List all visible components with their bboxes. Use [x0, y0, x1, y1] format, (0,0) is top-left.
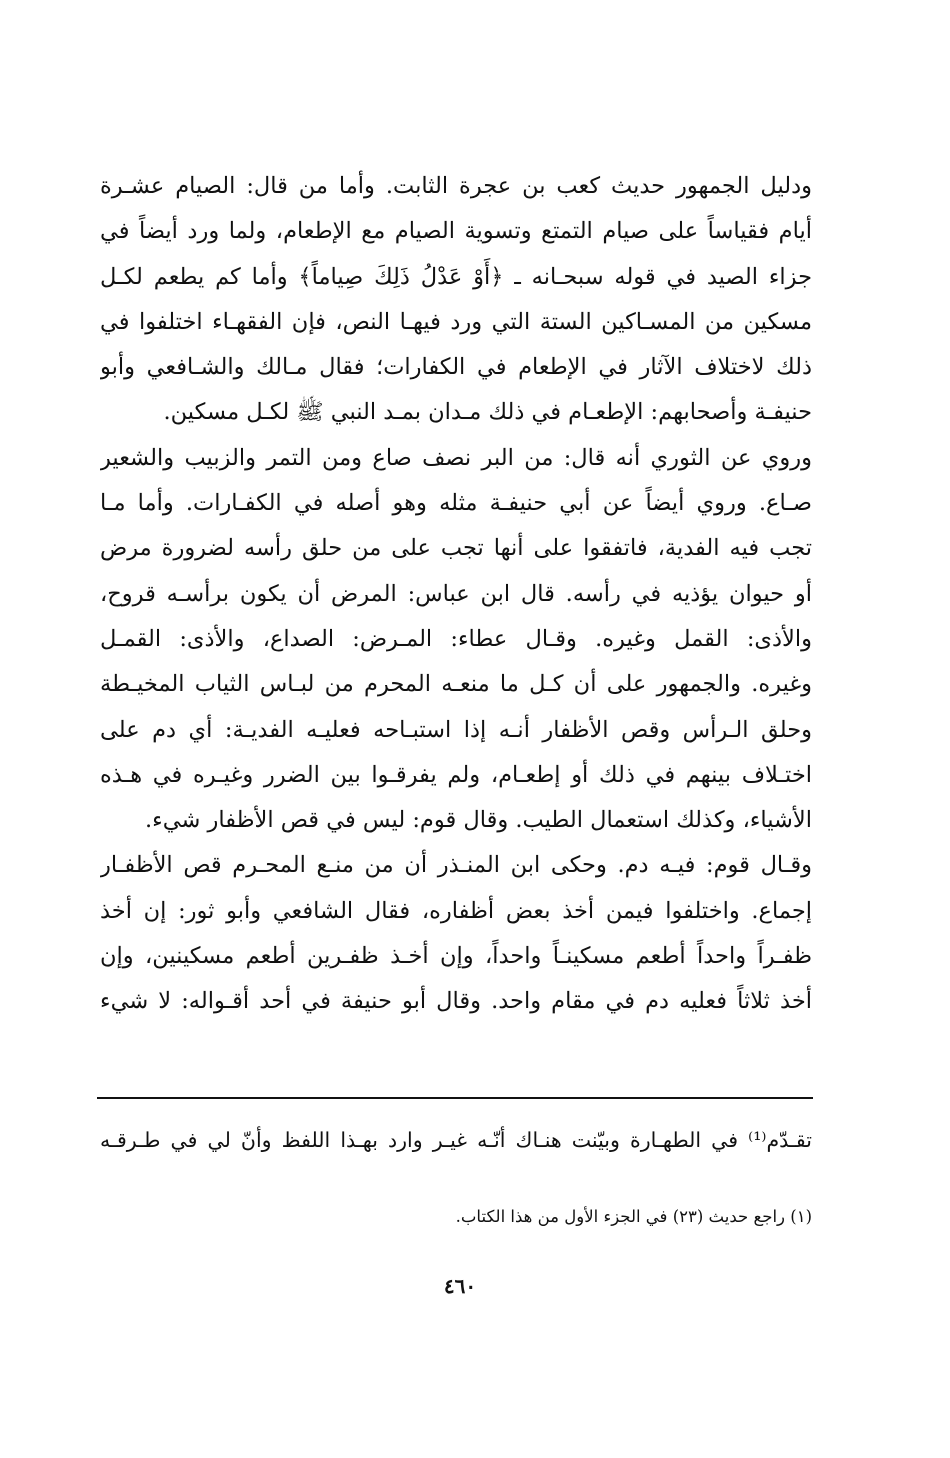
body-line: وقـال قوم: فيـه دم. وحكى ابن المنـذر أن من منـع المحـرم قص الأظفـار	[100, 852, 812, 879]
body-line: والأذى: القمل وغيره. وقـال عطاء: المـرض: الصداع، والأذى: القمـل	[100, 625, 812, 652]
body-line: وغيره. والجمهور على أن كـل ما منعـه المحرم من لبـاس الثياب المخيـطة	[100, 671, 812, 698]
body-line: اختـلاف بينهم في ذلك أو إطعـام، ولم يفرقـوا بين الضرر وغيـره في هـذه	[100, 761, 812, 788]
body-line: مسكين من المسـاكين الستة التي ورد فيهـا النص، فإن الفقهـاء اختلفوا في	[100, 308, 812, 335]
body-line: أيام فقياساً على صيام التمتع وتسوية الصيام مع الإطعام، ولما ورد أيضاً في	[100, 218, 812, 245]
page-number: ٤٦٠	[443, 1274, 477, 1298]
body-line: صـاع. وروي أيضاً عن أبي حنيفـة مثله وهو أصله في الكفـارات. وأما مـا	[100, 490, 812, 517]
body-line: وحلق الـرأس وقص الأظفار أنـه إذا استبـاحه فعليـه الفديـة: أي دم على	[100, 716, 812, 743]
body-line: ودليل الجمهور حديث كعب بن عجرة الثابت. وأما من قال: الصيام عشـرة	[100, 173, 812, 199]
body-line: ظفـراً واحداً أطعم مسكينـاً واحداً، وإن أخـذ ظفـرين أطعم مسكينين، وإن	[100, 943, 812, 970]
body-line: حنيفـة وأصحابهم: الإطعـام في ذلك مـدان بمـد النبي ﷺ لكـل مسكين.	[163, 399, 812, 426]
body-text	[100, 164, 812, 1025]
body-line: الأشياء، وكذلك استعمال الطيب. وقال قوم: ليس في قص الأظفار شيء.	[144, 807, 812, 834]
body-line: إجماع. واختلفوا فيمن أخذ بعض أظفاره، فقال الشافعي وأبو ثور: إن أخذ	[100, 897, 812, 924]
footnote-text: (١) راجع حديث (٢٣) في الجزء الأول من هذا الكتاب.	[455, 1207, 812, 1226]
footnote-divider	[97, 1097, 813, 1099]
body-line: جزاء الصيد في قوله سبحـانه ـ ﴿أَوْ عَدْلُ ذَلِكَ صِياماً﴾ وأما كم يطعم لكـل	[100, 263, 812, 290]
body-line: أخذ ثلاثاً فعليه دم في مقام واحد. وقال أبو حنيفة في أحد أقـواله: لا شيء	[100, 988, 812, 1015]
body-line: ذلك لاختلاف الآثار في الإطعام في الكفارات؛ فقال مـالك والشـافعي وأبو	[100, 354, 812, 381]
body-line: وروي عن الثوري أنه قال: من البر نصف صاع ومن التمر والزبيب والشعير	[100, 444, 812, 471]
body-line: تجب فيه الفدية، فاتفقوا على أنها تجب على من حلق رأسه لضرورة مرض	[100, 535, 812, 562]
footnote-continuation-line: تقـدّم⁽¹⁾ في الطهـارة وبيّنت هنـاك أنّـه غيـر وارد بهـذا اللفظ وأنّ لي في طـرقـه	[100, 1128, 812, 1152]
body-line: أو حيوان يؤذيه في رأسه. قال ابن عباس: المرض أن يكون برأسـه قروح،	[100, 580, 812, 607]
